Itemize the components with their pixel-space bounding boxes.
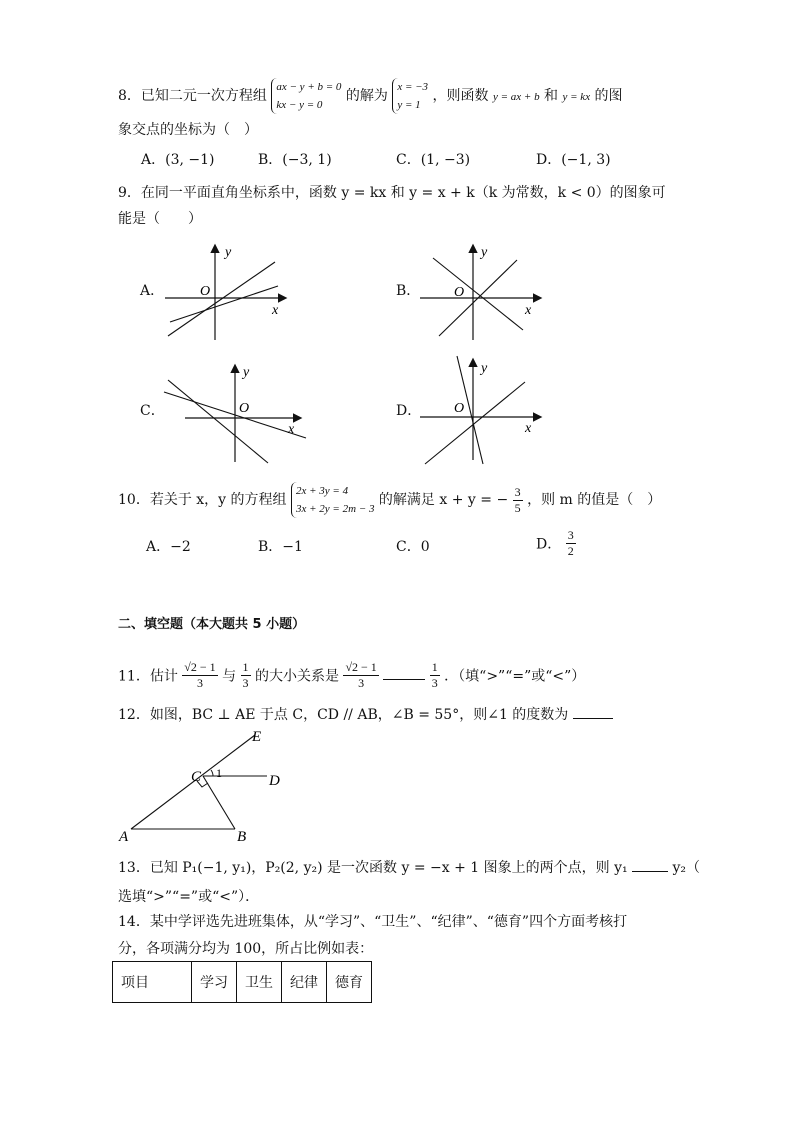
q10-option-c: C．0 <box>396 539 430 555</box>
q11-prefix: 11．估计 <box>118 668 178 685</box>
q8-eq2: kx − y = 0 <box>276 99 323 111</box>
graph-c <box>160 358 310 466</box>
line-bc <box>203 776 235 829</box>
q11-and: 与 <box>222 668 237 685</box>
q8-line2: 象交点的坐标为（ ） <box>118 122 258 138</box>
q11-frac2 <box>241 660 251 691</box>
graph-b-origin: O <box>454 285 465 300</box>
q10-prefix: 10．若关于 x，y 的方程组 <box>118 492 287 508</box>
q11-suffix: ．（填“>”“=”或“<”） <box>444 668 586 685</box>
q8-suffix: ，则函数 <box>432 88 489 104</box>
q10-option-d-den: 2 <box>567 544 574 558</box>
q9-label-c: C． <box>140 403 165 419</box>
graph-c-origin: O <box>239 401 250 416</box>
q8-f1: y = ax + b <box>492 91 540 103</box>
q8-option-d: D．(−1, 3) <box>536 152 611 168</box>
q12-text: 12．如图，BC ⊥ AE 于点 C，CD // AB，∠B = 55°，则∠1 的度数为 <box>118 707 569 723</box>
q10-fraction <box>513 485 523 516</box>
q8-line1 <box>118 78 623 114</box>
graph-a <box>160 238 295 343</box>
q11-frac2-den: 3 <box>242 676 249 690</box>
graph-a-y-label: y <box>225 245 232 260</box>
q11-frac4-den: 3 <box>431 676 438 690</box>
q10-option-d-label: D． <box>536 536 562 553</box>
q8-system <box>271 78 341 114</box>
table-header-hygiene: 卫生 <box>237 962 282 1003</box>
q12-line <box>118 704 613 724</box>
q10-fraction-num: 3 <box>514 484 521 499</box>
q8-eq1: ax − y + b = 0 <box>276 81 342 93</box>
q10-fraction-den: 5 <box>514 500 521 515</box>
q10-mid: 的解满足 x + y = − <box>378 492 509 508</box>
table-row <box>113 962 372 1003</box>
q10-option-a: A．−2 <box>146 539 191 555</box>
section-2-heading: 二、填空题（本大题共 5 小题） <box>118 617 306 632</box>
graph-c-x-label: x <box>288 422 295 437</box>
q8-f2: y = kx <box>562 91 591 103</box>
q13-text-a: 13．已知 P₁(−1, y₁)，P₂(2, y₂) 是一次函数 y = −x + 1 图象上的两个点，则 y₁ <box>118 860 628 876</box>
table-header-discipline: 纪律 <box>282 962 327 1003</box>
table-header-study: 学习 <box>192 962 237 1003</box>
graph-b-y-label: y <box>481 245 488 260</box>
q11-frac1 <box>182 660 217 691</box>
q10-option-d-num: 3 <box>567 528 574 542</box>
q8-mid: 的解为 <box>345 88 388 104</box>
q8-sol-y: y = 1 <box>397 99 421 111</box>
label-d: D <box>269 773 280 789</box>
q10-eq2: 3x + 2y = 2m − 3 <box>295 503 375 515</box>
table-header-item: 项目 <box>113 962 192 1003</box>
graph-d-line-2 <box>425 382 525 464</box>
q11-frac3-den: 3 <box>358 676 365 690</box>
q10-option-d <box>536 528 576 559</box>
q8-and: 和 <box>544 88 559 104</box>
graph-d <box>415 352 550 467</box>
q8-option-a: A．(3, −1) <box>141 152 215 168</box>
q10-option-d-fraction <box>566 528 576 559</box>
graph-a-line-2 <box>170 286 278 322</box>
q9-label-a: A． <box>140 283 165 299</box>
graph-a-x-label: x <box>272 303 279 318</box>
angle-1-arc <box>211 770 213 776</box>
q14-table <box>112 961 372 1003</box>
label-b: B <box>237 829 247 845</box>
graph-b <box>415 238 550 343</box>
q9-label-b: B． <box>396 283 421 299</box>
q11-line <box>118 660 585 691</box>
graph-a-line-1 <box>168 262 275 336</box>
graph-c-line-1 <box>168 380 268 463</box>
q11-answer-blank[interactable] <box>383 665 425 680</box>
q9-line2: 能是（ ） <box>118 211 202 227</box>
q13-answer-blank[interactable] <box>632 857 668 872</box>
q13-text-b: y₂（ <box>672 860 701 876</box>
q11-frac3-num: √2 − 1 <box>345 660 377 674</box>
q10-option-b: B．−1 <box>258 539 303 555</box>
q11-frac1-den: 3 <box>196 676 203 690</box>
q11-mid: 的大小关系是 <box>255 668 339 685</box>
q8-option-c: C．(1, −3) <box>396 152 471 168</box>
q8-solution <box>392 78 428 114</box>
table-header-moral: 德育 <box>327 962 372 1003</box>
graph-c-y-label: y <box>243 365 250 380</box>
label-a: A <box>119 829 129 845</box>
q11-frac4-num: 1 <box>431 660 438 674</box>
label-c: C <box>191 769 202 785</box>
q10-suffix: ，则 m 的值是（ ） <box>527 492 662 508</box>
q10-system <box>291 482 374 518</box>
q11-frac2-num: 1 <box>242 660 249 674</box>
graph-d-y-label: y <box>481 361 488 376</box>
graph-d-origin: O <box>454 401 465 416</box>
q11-frac3 <box>343 660 378 691</box>
q8-prefix: 8．已知二元一次方程组 <box>118 88 267 104</box>
graph-b-x-label: x <box>525 303 532 318</box>
label-e: E <box>252 729 262 745</box>
label-angle-1: 1 <box>216 766 222 780</box>
q9-label-d: D． <box>396 403 422 419</box>
q14-line2: 分，各项满分均为 100，所占比例如表： <box>118 941 374 957</box>
q14-line1: 14．某中学评选先进班集体，从“学习”、“卫生”、“纪律”、“德育”四个方面考核打 <box>118 914 628 930</box>
q12-figure <box>115 725 305 845</box>
q8-end: 的图 <box>594 88 623 104</box>
q10-eq1: 2x + 3y = 4 <box>295 485 349 497</box>
q8-sol-x: x = −3 <box>397 81 429 93</box>
q11-frac1-num: √2 − 1 <box>184 660 216 674</box>
q11-frac4 <box>430 660 440 691</box>
q8-option-b: B．(−3, 1) <box>258 152 332 168</box>
q10-line1 <box>118 482 661 518</box>
q13-line1 <box>118 857 700 877</box>
graph-d-x-label: x <box>525 421 532 436</box>
q9-line1: 9．在同一平面直角坐标系中，函数 y = kx 和 y = x + k（k 为常数，k < 0）的图象可 <box>118 185 666 201</box>
q13-line2: 选填“>”“=”或“<”）． <box>118 889 260 905</box>
graph-a-origin: O <box>200 284 211 299</box>
q12-answer-blank[interactable] <box>573 704 613 719</box>
graph-b-line-1 <box>433 258 523 330</box>
